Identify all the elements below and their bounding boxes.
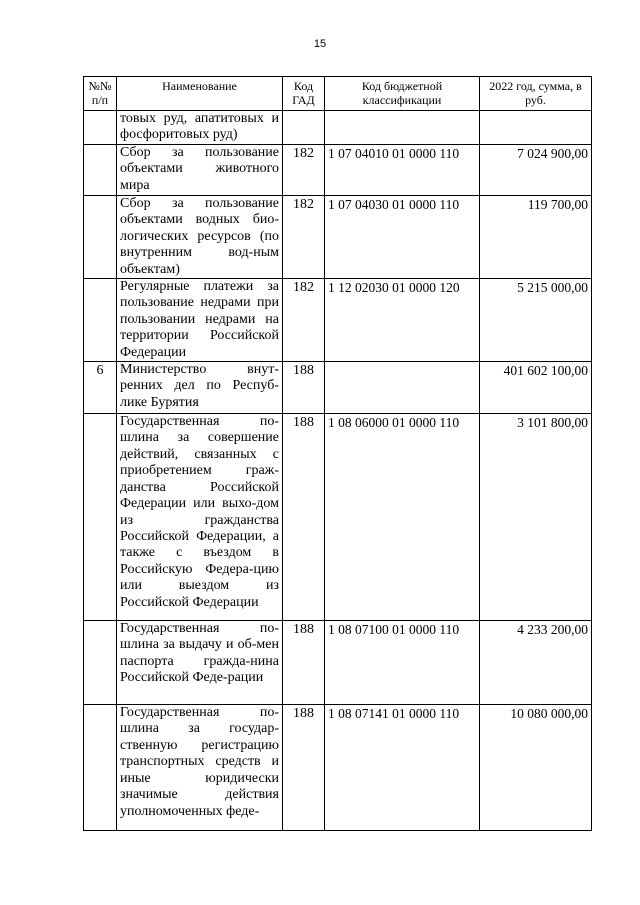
row-name: Сбор за пользование объектами животного мира (117, 145, 283, 196)
row-sum (480, 111, 592, 145)
row-num: 6 (84, 362, 117, 414)
row-kbk: 1 08 07100 01 0000 110 (325, 621, 480, 705)
row-gad: 188 (283, 621, 325, 705)
row-num (84, 279, 117, 362)
table-row (84, 111, 592, 145)
row-kbk: 1 08 07141 01 0000 110 (325, 705, 480, 831)
row-kbk (325, 362, 480, 414)
row-num (84, 111, 117, 145)
budget-table (83, 76, 592, 831)
row-sum: 5 215 000,00 (480, 279, 592, 362)
row-name: Министерство внут-ренних дел по Респуб-лике Бурятия (117, 362, 283, 414)
row-num (84, 414, 117, 621)
row-gad: 182 (283, 196, 325, 279)
row-num (84, 145, 117, 196)
row-num (84, 621, 117, 705)
row-name: Сбор за пользование объектами водных био-логических ресурсов (по внутренним вод-ным объектам) (117, 196, 283, 279)
row-gad: 188 (283, 362, 325, 414)
row-kbk (325, 111, 480, 145)
row-gad: 182 (283, 145, 325, 196)
header-sum: 2022 год, сумма, в руб. (480, 77, 592, 111)
header-gad: Код ГАД (283, 77, 325, 111)
row-sum: 7 024 900,00 (480, 145, 592, 196)
row-sum: 401 602 100,00 (480, 362, 592, 414)
header-kbk: Код бюджетной классификации (325, 77, 480, 111)
row-gad: 182 (283, 279, 325, 362)
table-header-row (84, 77, 592, 111)
row-gad: 188 (283, 705, 325, 831)
row-sum: 3 101 800,00 (480, 414, 592, 621)
row-sum: 10 080 000,00 (480, 705, 592, 831)
table-row (84, 621, 592, 705)
table-row (84, 279, 592, 362)
header-name: Наименование (117, 77, 283, 111)
page-number: 15 (313, 38, 327, 50)
row-kbk: 1 07 04010 01 0000 110 (325, 145, 480, 196)
row-num (84, 196, 117, 279)
row-name: товых руд, апатитовых и фосфоритовых руд) (117, 111, 283, 145)
row-gad: 188 (283, 414, 325, 621)
row-sum: 119 700,00 (480, 196, 592, 279)
row-gad (283, 111, 325, 145)
table-row (84, 362, 592, 414)
row-kbk: 1 08 06000 01 0000 110 (325, 414, 480, 621)
row-kbk: 1 12 02030 01 0000 120 (325, 279, 480, 362)
row-name: Государственная по-шлина за выдачу и об-мен паспорта гражда-нина Российской Феде-рации (117, 621, 283, 705)
header-num: №№ п/п (84, 77, 117, 111)
row-num (84, 705, 117, 831)
row-sum: 4 233 200,00 (480, 621, 592, 705)
row-name: Государственная по-шлина за государ-ственную регистрацию транспортных средств и иные юридически значимые действия уполномоченных феде- (117, 705, 283, 831)
table-row (84, 196, 592, 279)
table-row (84, 145, 592, 196)
row-kbk: 1 07 04030 01 0000 110 (325, 196, 480, 279)
row-name: Регулярные платежи за пользование недрами при пользовании недрами на территории Российской Федерации (117, 279, 283, 362)
row-name: Государственная по-шлина за совершение действий, связанных с приобретением граж-данства Российской Федерации или выхо-дом из гражданства Российской Федерации, а также с въездом в Российскую Федера-цию или выездом из Российской Федерации (117, 414, 283, 621)
table-row (84, 705, 592, 831)
table-row (84, 414, 592, 621)
